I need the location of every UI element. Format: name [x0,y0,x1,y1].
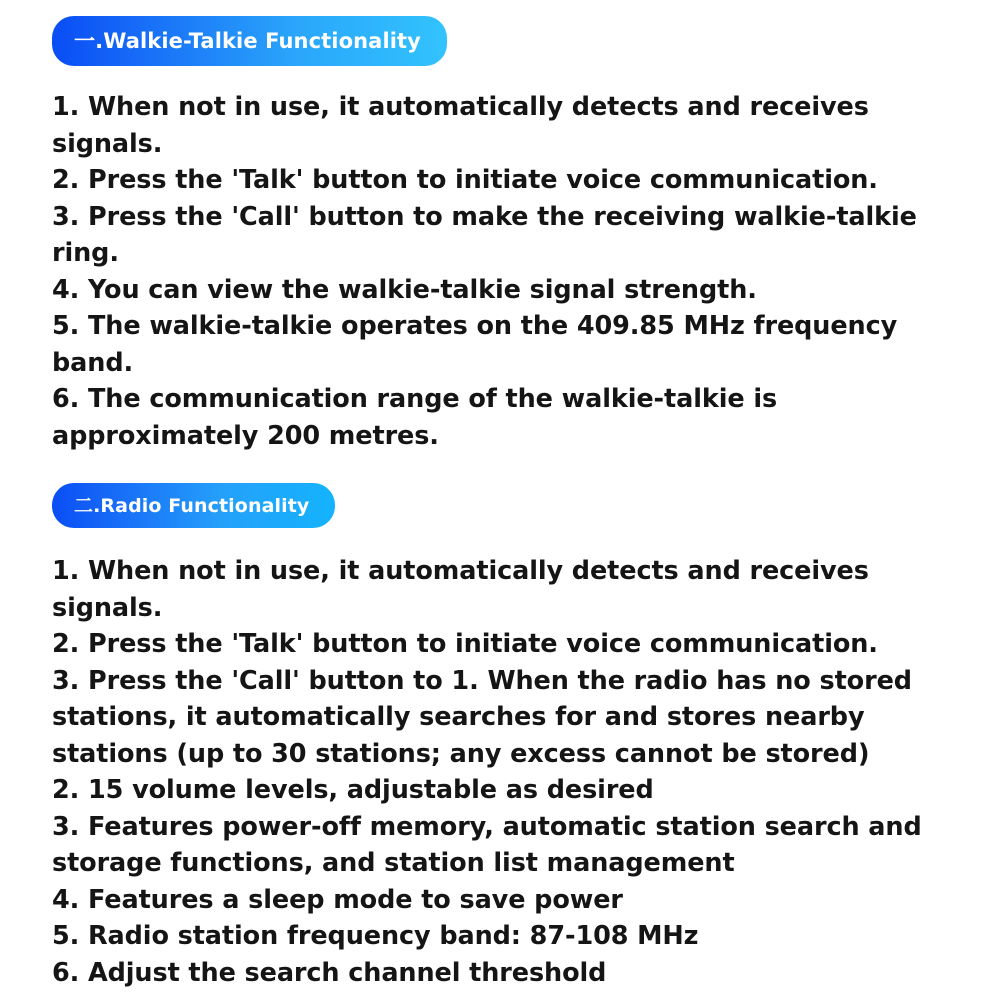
section-walkie-talkie [0,0,1000,454]
body-line: 4. You can view the walkie-talkie signal strength. [52,274,757,305]
body-line: 3. Features power-off memory, automatic station search and storage functions, and station list management [52,811,922,878]
body-line: 2. 15 volume levels, adjustable as desired [52,775,654,805]
section-title: Walkie-Talkie Functionality [103,29,421,53]
body-line: 2. Press the 'Talk' button to initiate voice communication. [52,165,878,195]
body-line: 3. Press the 'Call' button to make the receiving walkie-talkie ring. [52,201,917,268]
body-line: 5. The walkie-talkie operates on the 409.85 MHz frequency band. [52,311,898,378]
section-title: Radio Functionality [100,495,310,517]
body-line: 1. When not in use, it automatically detects and receives signals. [52,92,869,159]
body-line: 3. Press the 'Call' button to 1. When the radio has no stored stations, it automatically searches for and stores nearby stations (up to 30 stations; any excess cannot be stored) [52,665,912,769]
section-body-radio [0,553,1000,991]
section-header-walkie-talkie [52,16,447,66]
body-line: 6. The communication range of the walkie-talkie is approximately 200 metres. [52,384,778,451]
body-line: 1. When not in use, it automatically detects and receives signals. [52,556,869,623]
section-header-radio [52,483,335,528]
body-line: 2. Press the 'Talk' button to initiate voice communication. [52,629,878,659]
body-line: 6. Adjust the search channel threshold [52,957,607,988]
section-body-walkie-talkie [0,89,1000,454]
body-line: 5. Radio station frequency band: 87-108 MHz [52,921,699,951]
section-radio [0,454,1000,991]
section-index: 一. [74,29,104,53]
section-index: 二. [74,495,101,517]
body-line: 4. Features a sleep mode to save power [52,884,623,915]
